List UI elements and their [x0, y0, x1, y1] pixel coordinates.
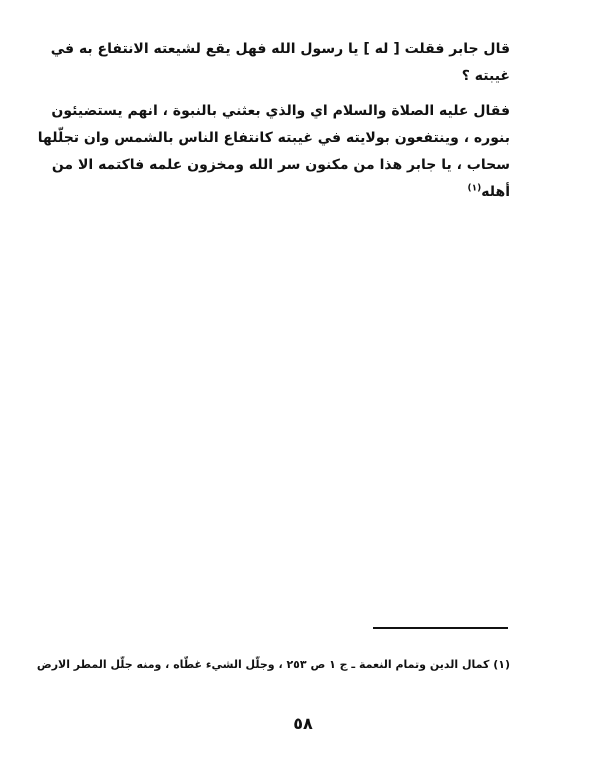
page-number: ٥٨ — [293, 714, 313, 733]
paragraph-1-line-2: غيبته ؟ — [461, 68, 510, 84]
paragraph-2-line-2: بنوره ، وينتفعون بولايته في غيبته كانتفاع الناس بالشمس وان تجلّلها — [37, 130, 510, 146]
paragraph-1 — [50, 36, 510, 90]
paragraph-2-line-4 — [88, 179, 510, 206]
paragraph-2-line-4-text: أهله — [481, 184, 510, 200]
paragraph-1-line-1: قال جابر فقلت [ له ] يا رسول الله فهل يقع لشيعته الانتفاع به في — [50, 41, 510, 57]
paragraph-2-line-1: فقال عليه الصلاة والسلام اي والذي بعثني بالنبوة ، انهم يستضيئون — [51, 103, 510, 119]
paragraph-2 — [37, 98, 510, 206]
footnote-separator — [373, 627, 508, 629]
paragraph-2-line-3: سحاب ، يا جابر هذا من مكنون سر الله ومخزون علمه فاكتمه الا من — [51, 157, 510, 173]
footnote-marker[interactable]: (١) — [467, 183, 482, 194]
footnote: (١) كمال الدين وتمام النعمة ـ ج ١ ص ٢٥٣ ، وجلّل الشيء غطّاه ، ومنه جلّل المطر الارض — [36, 658, 510, 671]
